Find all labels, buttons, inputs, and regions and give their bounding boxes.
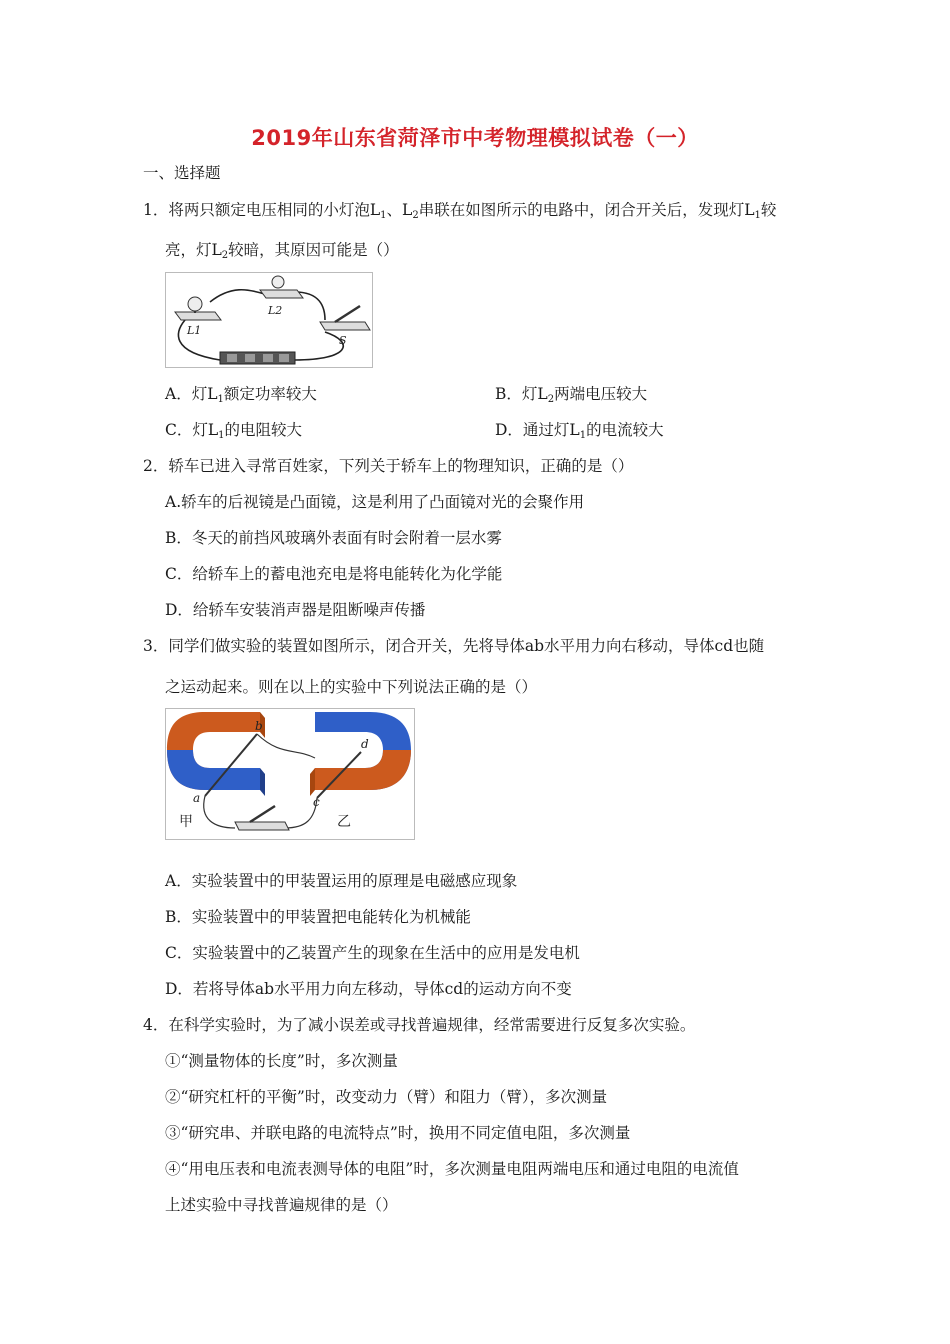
q2-option-a[interactable]: A.轿车的后视镜是凸面镜，这是利用了凸面镜对光的会聚作用 (165, 493, 585, 511)
q1-option-a[interactable]: A．灯$L_1$额定功率较大 (165, 385, 317, 405)
label-yi: 乙 (337, 814, 351, 830)
q3-stem-line1: 3．同学们做实验的装置如图所示，闭合开关，先将导体ab水平用力向右移动，导体cd也随 (143, 637, 765, 655)
q3-option-c[interactable]: C．实验装置中的乙装置产生的现象在生活中的应用是发电机 (165, 944, 580, 962)
q4-stem: 4．在科学实验时，为了减小误差或寻找普遍规律，经常需要进行反复多次实验。 (143, 1016, 696, 1034)
q3-magnet-figure (165, 708, 415, 840)
q2-option-d[interactable]: D．给轿车安装消声器是阻断噪声传播 (165, 601, 426, 619)
q2-option-b[interactable]: B．冬天的前挡风玻璃外表面有时会附着一层水雾 (165, 529, 502, 547)
q4-item-2: ②“研究杠杆的平衡”时，改变动力（臂）和阻力（臂），多次测量 (165, 1088, 608, 1106)
q3-option-b[interactable]: B．实验装置中的甲装置把电能转化为机械能 (165, 908, 471, 926)
label-l2: L2 (268, 304, 283, 317)
label-d: d (361, 737, 369, 751)
label-l1: L1 (187, 324, 202, 337)
q3-option-d[interactable]: D．若将导体ab水平用力向左移动，导体cd的运动方向不变 (165, 980, 572, 998)
document-title: 2019年山东省菏泽市中考物理模拟试卷（一） (251, 126, 699, 150)
q4-item-4: ④“用电压表和电流表测导体的电阻”时，多次测量电阻两端电压和通过电阻的电流值 (165, 1160, 739, 1178)
q3-option-a[interactable]: A．实验装置中的甲装置运用的原理是电磁感应现象 (165, 872, 518, 890)
section-heading: 一、选择题 (143, 164, 221, 182)
q1-stem-line2: 亮，灯$L_2$较暗，其原因可能是（） (165, 241, 399, 261)
q1-option-d[interactable]: D．通过灯$L_1$的电流较大 (495, 421, 664, 441)
q1-option-b[interactable]: B．灯$L_2$两端电压较大 (495, 385, 648, 405)
q1-stem-line1: 1．将两只额定电压相同的小灯泡$L_1$、$L_2$串联在如图所示的电路中，闭合开关后，发现灯$L_1$较 (143, 201, 777, 221)
q1-option-c[interactable]: C．灯$L_1$的电阻较大 (165, 421, 303, 441)
q2-option-c[interactable]: C．给轿车上的蓄电池充电是将电能转化为化学能 (165, 565, 503, 583)
label-jia: 甲 (179, 814, 193, 830)
label-s: S (339, 334, 347, 347)
q4-item-3: ③“研究串、并联电路的电流特点”时，换用不同定值电阻，多次测量 (165, 1124, 631, 1142)
q4-item-1: ①“测量物体的长度”时，多次测量 (165, 1052, 398, 1070)
q4-question: 上述实验中寻找普遍规律的是（） (165, 1196, 398, 1214)
q2-stem: 2．轿车已进入寻常百姓家，下列关于轿车上的物理知识，正确的是（） (143, 457, 634, 475)
q1-circuit-figure (165, 272, 373, 368)
q3-stem-line2: 之运动起来。则在以上的实验中下列说法正确的是（） (165, 678, 538, 696)
label-a: a (193, 791, 201, 805)
label-c: c (313, 795, 320, 809)
label-b: b (255, 719, 263, 733)
